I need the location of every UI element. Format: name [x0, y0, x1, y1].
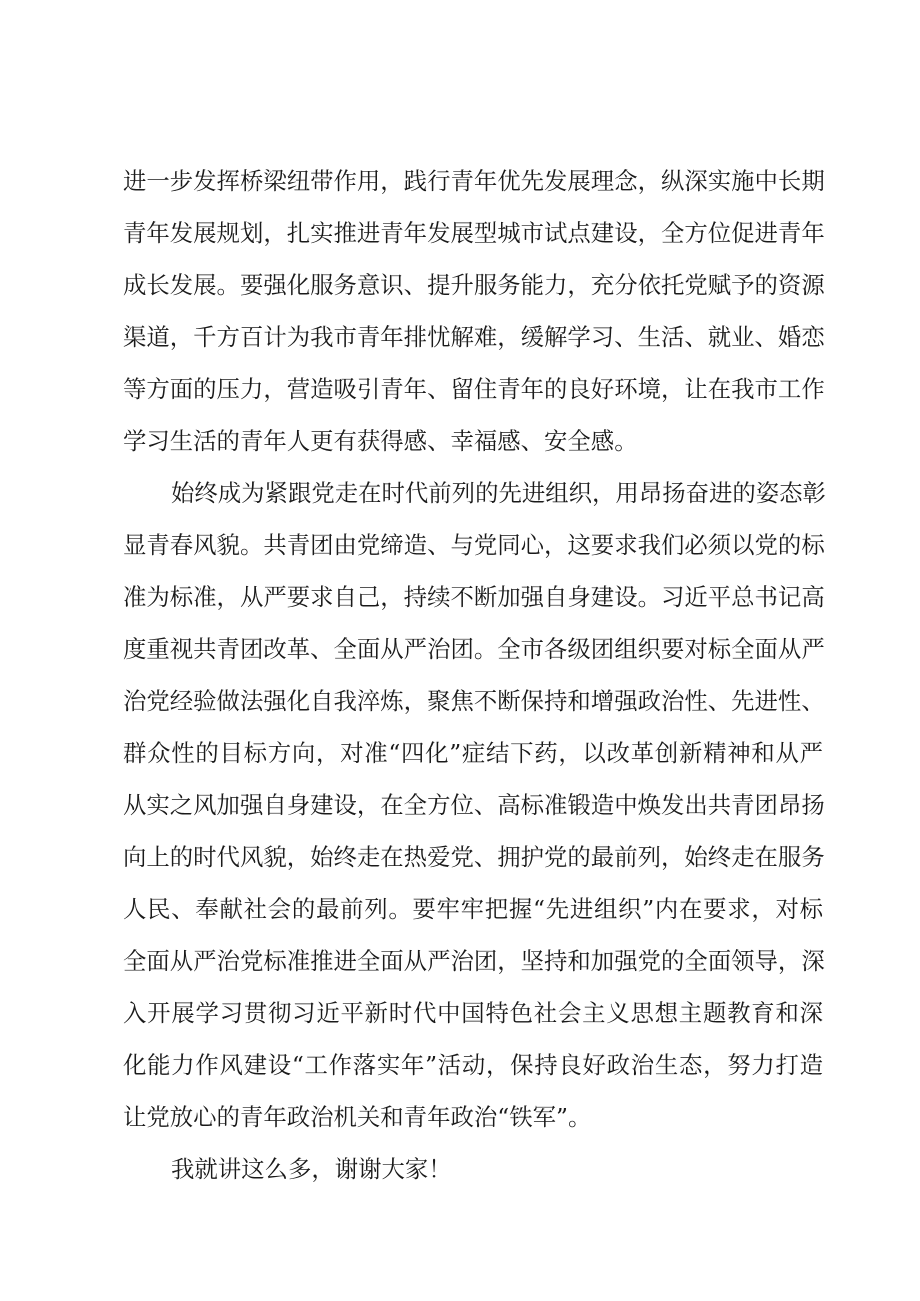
paragraph-line: 入开展学习贯彻习近平新时代中国特色社会主义思想主题教育和深 [123, 999, 823, 1027]
paragraph-line: 让党放心的青年政治机关和青年政治“铁军”。 [123, 1103, 592, 1131]
closing-remark: 我就讲这么多，谢谢大家！ [171, 1155, 452, 1183]
paragraph-line: 渠道，千方百计为我市青年排忧解难，缓解学习、生活、就业、婚恋 [123, 323, 825, 351]
paragraph-line: 显青春风貌。共青团由党缔造、与党同心，这要求我们必须以党的标 [123, 531, 825, 559]
paragraph-line: 治党经验做法强化自我淬炼，聚焦不断保持和增强政治性、先进性、 [123, 687, 825, 715]
paragraph-line: 等方面的压力，营造吸引青年、留住青年的良好环境，让在我市工作 [123, 375, 825, 403]
paragraph-line: 始终成为紧跟党走在时代前列的先进组织，用昂扬奋进的姿态彰 [171, 479, 826, 507]
paragraph-line: 向上的时代风貌，始终走在热爱党、拥护党的最前列，始终走在服务 [123, 843, 825, 871]
paragraph-line: 青年发展规划，扎实推进青年发展型城市试点建设，全方位促进青年 [123, 219, 825, 247]
paragraph-line: 人民、奉献社会的最前列。要牢牢把握“先进组织”内在要求，对标 [123, 895, 823, 923]
paragraph-line: 进一步发挥桥梁纽带作用，践行青年优先发展理念，纵深实施中长期 [123, 167, 825, 195]
paragraph-line: 群众性的目标方向，对准“四化”症结下药，以改革创新精神和从严 [123, 739, 823, 767]
paragraph-line: 化能力作风建设“工作落实年”活动，保持良好政治生态，努力打造 [123, 1051, 823, 1079]
paragraph-line: 度重视共青团改革、全面从严治团。全市各级团组织要对标全面从严 [123, 635, 825, 663]
paragraph-line: 准为标准，从严要求自己，持续不断加强自身建设。习近平总书记高 [123, 583, 825, 611]
paragraph-line: 从实之风加强自身建设，在全方位、高标准锻造中焕发出共青团昂扬 [123, 791, 825, 819]
paragraph-line: 成长发展。要强化服务意识、提升服务能力，充分依托党赋予的资源 [123, 271, 825, 299]
paragraph-line: 全面从严治党标准推进全面从严治团，坚持和加强党的全面领导，深 [123, 947, 825, 975]
paragraph-line: 学习生活的青年人更有获得感、幸福感、安全感。 [123, 427, 638, 455]
